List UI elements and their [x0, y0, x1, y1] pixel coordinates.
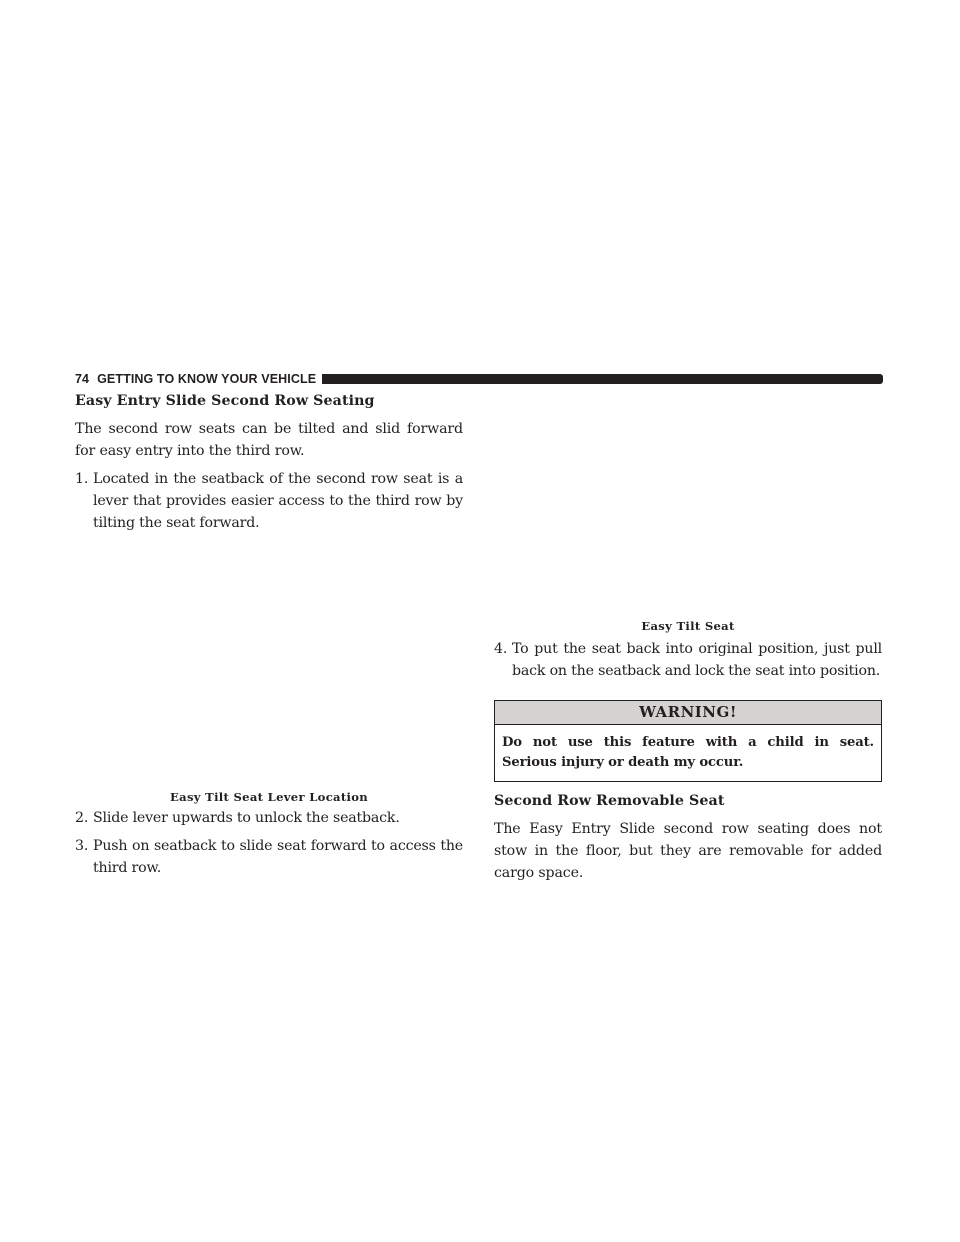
- step-text: To put the seat back into original position, just pull back on the seatback and lock the seat into position.: [512, 641, 882, 679]
- step-number: 4.: [494, 641, 508, 657]
- step-number: 3.: [75, 838, 89, 854]
- warning-text: Do not use this feature with a child in seat. Serious injury or death my occur.: [502, 735, 874, 770]
- step-number: 2.: [75, 810, 89, 826]
- header-rule: [322, 374, 883, 384]
- warning-title: WARNING!: [495, 701, 881, 725]
- step-text: Slide lever upwards to unlock the seatback.: [93, 810, 400, 826]
- step-4: [494, 638, 882, 682]
- removable-seat-paragraph: The Easy Entry Slide second row seating does not stow in the floor, but they are removable for added cargo space.: [494, 821, 882, 881]
- step-number: 1.: [75, 471, 89, 487]
- figure-area-lever-location: [75, 534, 463, 789]
- step-text: Push on seatback to slide seat forward to access the third row.: [93, 838, 463, 876]
- page-header: [75, 371, 883, 387]
- intro-paragraph: The second row seats can be tilted and slid forward for easy entry into the third row.: [75, 421, 463, 459]
- section-heading-removable-seat: Second Row Removable Seat: [494, 793, 725, 809]
- step-text: Located in the seatback of the second row seat is a lever that provides easier access to the third row by tilting the seat forward.: [93, 471, 463, 531]
- figure-caption-easy-tilt-seat: Easy Tilt Seat: [641, 619, 735, 633]
- left-column: [75, 390, 463, 879]
- page-number: 74: [75, 372, 90, 386]
- section-title: GETTING TO KNOW YOUR VEHICLE: [97, 372, 317, 386]
- section-heading-easy-entry: Easy Entry Slide Second Row Seating: [75, 393, 375, 409]
- step-1: [75, 468, 463, 534]
- step-2: [75, 807, 463, 829]
- right-column: [494, 618, 882, 884]
- warning-box: [494, 700, 882, 782]
- figure-caption-lever-location: Easy Tilt Seat Lever Location: [170, 790, 368, 804]
- step-3: [75, 835, 463, 879]
